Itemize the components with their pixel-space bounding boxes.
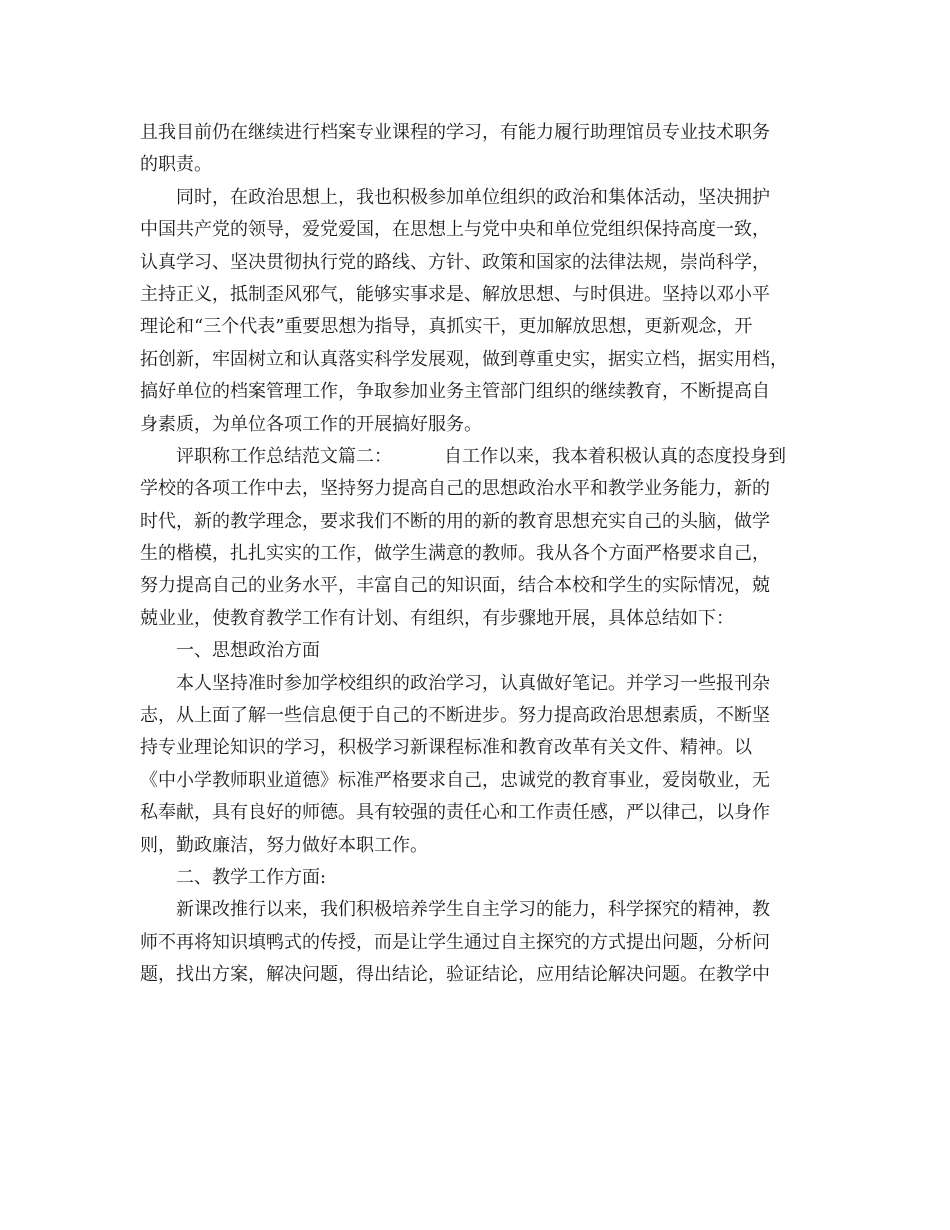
- text-line-3: 同时，在政治思想上，我也积极参加单位组织的政治和集体活动，坚决拥护: [176, 186, 770, 208]
- text-line-6: 主持正义，抵制歪风邪气，能够实事求是、解放思想、与时俱进。坚持以邓小平: [140, 283, 770, 305]
- text-line-21: 《中小学教师职业道德》标准严格要求自己，忠诚党的教育事业，爱岗敬业，无: [140, 769, 770, 791]
- text-line-14: 生的楷模，扎扎实实的工作，做学生满意的教师。我从各个方面严格要求自己，: [140, 543, 770, 565]
- text-line-23: 则，勤政廉洁，努力做好本职工作。: [140, 834, 428, 856]
- text-line-27: 题，找出方案，解决问题，得出结论，验证结论，应用结论解决问题。在教学中: [140, 964, 770, 986]
- section-opening: 自工作以来，我本着积极认真的态度投身到: [444, 445, 786, 467]
- text-line-16: 兢业业，使教育教学工作有计划、有组织，有步骤地开展，具体总结如下：: [140, 607, 734, 629]
- heading-teaching: 二、教学工作方面:: [176, 866, 327, 888]
- text-line-7: 理论和“三个代表”重要思想为指导，真抓实干，更加解放思想，更新观念，开: [140, 316, 753, 338]
- heading-ideology: 一、思想政治方面: [176, 640, 320, 662]
- text-line-25: 新课改推行以来，我们积极培养学生自主学习的能力，科学探究的精神，教: [176, 899, 770, 921]
- text-line-1: 且我目前仍在继续进行档案专业课程的学习，有能力履行助理馆员专业技术职务: [140, 122, 770, 143]
- text-line-18: 本人坚持准时参加学校组织的政治学习，认真做好笔记。并学习一些报刊杂: [176, 672, 770, 694]
- text-line-13: 时代，新的教学理念，要求我们不断的用的新的教育思想充实自己的头脑，做学: [140, 510, 770, 532]
- text-line-9: 搞好单位的档案管理工作，争取参加业务主管部门组织的继续教育，不断提高自: [140, 381, 770, 403]
- text-line-11: [140, 441, 804, 473]
- text-line-8: 拓创新，牢固树立和认真落实科学发展观，做到尊重史实，据实立档，据实用档，: [140, 348, 788, 370]
- text-line-2: 的职责。: [140, 154, 212, 176]
- text-line-5: 认真学习、坚决贯彻执行党的路线、方针、政策和国家的法律法规，崇尚科学，: [140, 251, 770, 273]
- text-line-10: 身素质，为单位各项工作的开展搞好服务。: [140, 413, 482, 435]
- text-line-26: 师不再将知识填鸭式的传授，而是让学生通过自主探究的方式提出问题，分析问: [140, 931, 770, 953]
- text-line-22: 私奉献，具有良好的师德。具有较强的责任心和工作责任感，严以律己，以身作: [140, 802, 770, 824]
- section-title: 评职称工作总结范文篇二：: [176, 445, 392, 467]
- text-line-19: 志，从上面了解一些信息便于自己的不断进步。努力提高政治思想素质，不断坚: [140, 705, 770, 727]
- text-line-20: 持专业理论知识的学习，积极学习新课程标准和教育改革有关文件、精神。以: [140, 737, 752, 759]
- document-page: [140, 117, 804, 992]
- text-line-4: 中国共产党的领导，爱党爱国，在思想上与党中央和单位党组织保持高度一致，: [140, 219, 770, 241]
- text-line-15: 努力提高自己的业务水平，丰富自己的知识面，结合本校和学生的实际情况，兢: [140, 575, 770, 597]
- text-line-12: 学校的各项工作中去，坚持努力提高自己的思想政治水平和教学业务能力，新的: [140, 478, 770, 500]
